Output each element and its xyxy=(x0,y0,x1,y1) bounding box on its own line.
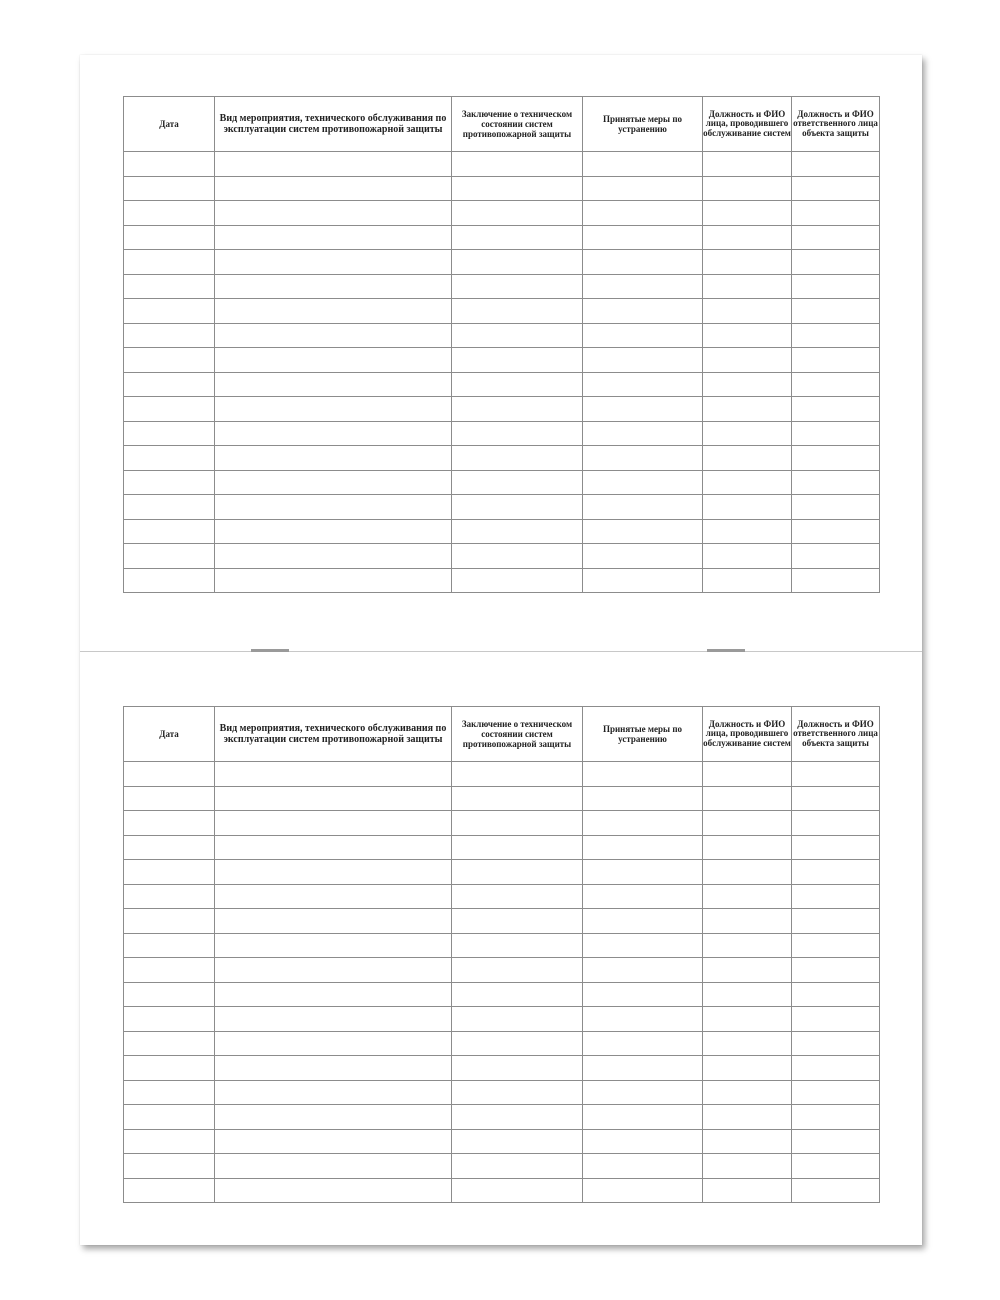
cell-responsible-person xyxy=(792,835,880,860)
cell-service-person xyxy=(703,176,792,201)
cell-responsible-person xyxy=(792,933,880,958)
cell-measures-taken xyxy=(583,1056,703,1081)
cell-activity-type xyxy=(215,933,452,958)
table-row xyxy=(124,786,880,811)
cell-date xyxy=(124,201,215,226)
cell-technical-conclusion xyxy=(452,568,583,593)
cell-service-person xyxy=(703,860,792,885)
cell-service-person xyxy=(703,348,792,373)
cell-service-person xyxy=(703,1031,792,1056)
cell-service-person xyxy=(703,519,792,544)
table-row xyxy=(124,274,880,299)
cell-service-person xyxy=(703,1178,792,1203)
cell-measures-taken xyxy=(583,1178,703,1203)
cell-responsible-person xyxy=(792,274,880,299)
cell-activity-type xyxy=(215,811,452,836)
cell-technical-conclusion xyxy=(452,835,583,860)
cell-service-person xyxy=(703,1080,792,1105)
table-row xyxy=(124,519,880,544)
cell-measures-taken xyxy=(583,1031,703,1056)
cell-technical-conclusion xyxy=(452,544,583,569)
cell-measures-taken xyxy=(583,544,703,569)
table-row xyxy=(124,421,880,446)
table-row xyxy=(124,982,880,1007)
table-row xyxy=(124,250,880,275)
cell-measures-taken xyxy=(583,982,703,1007)
table-row xyxy=(124,835,880,860)
cell-date xyxy=(124,348,215,373)
cell-technical-conclusion xyxy=(452,933,583,958)
cell-measures-taken xyxy=(583,470,703,495)
table-header-row xyxy=(124,97,880,152)
table-row xyxy=(124,909,880,934)
table-row xyxy=(124,1105,880,1130)
cell-measures-taken xyxy=(583,323,703,348)
cell-responsible-person xyxy=(792,1007,880,1032)
cell-measures-taken xyxy=(583,1080,703,1105)
cell-measures-taken xyxy=(583,568,703,593)
cell-responsible-person xyxy=(792,1105,880,1130)
cell-responsible-person xyxy=(792,1056,880,1081)
cell-responsible-person xyxy=(792,1080,880,1105)
cell-date xyxy=(124,250,215,275)
table-row xyxy=(124,372,880,397)
cell-technical-conclusion xyxy=(452,1056,583,1081)
journal-spread xyxy=(80,55,922,1245)
cell-activity-type xyxy=(215,1129,452,1154)
header-date: Дата xyxy=(124,707,215,762)
cell-service-person xyxy=(703,201,792,226)
cell-activity-type xyxy=(215,1154,452,1179)
cell-responsible-person xyxy=(792,299,880,324)
table-row xyxy=(124,495,880,520)
cell-activity-type xyxy=(215,372,452,397)
cell-date xyxy=(124,421,215,446)
cell-service-person xyxy=(703,470,792,495)
cell-activity-type xyxy=(215,421,452,446)
header-activity-type: Вид мероприятия, технического обслуживания по эксплуатации систем противопожарной защиты xyxy=(215,97,452,152)
table-row xyxy=(124,397,880,422)
table-row xyxy=(124,1178,880,1203)
cell-responsible-person xyxy=(792,176,880,201)
cell-service-person xyxy=(703,762,792,787)
cell-measures-taken xyxy=(583,176,703,201)
cell-date xyxy=(124,884,215,909)
cell-activity-type xyxy=(215,1080,452,1105)
cell-measures-taken xyxy=(583,1105,703,1130)
cell-activity-type xyxy=(215,568,452,593)
table-row xyxy=(124,933,880,958)
cell-measures-taken xyxy=(583,933,703,958)
cell-technical-conclusion xyxy=(452,958,583,983)
table-row xyxy=(124,568,880,593)
cell-date xyxy=(124,397,215,422)
cell-technical-conclusion xyxy=(452,446,583,471)
cell-service-person xyxy=(703,982,792,1007)
cell-technical-conclusion xyxy=(452,176,583,201)
table-body-top xyxy=(124,152,880,593)
cell-date xyxy=(124,1105,215,1130)
cell-responsible-person xyxy=(792,1031,880,1056)
cell-service-person xyxy=(703,421,792,446)
cell-activity-type xyxy=(215,250,452,275)
cell-measures-taken xyxy=(583,446,703,471)
cell-activity-type xyxy=(215,348,452,373)
table-row xyxy=(124,470,880,495)
cell-activity-type xyxy=(215,152,452,177)
cell-responsible-person xyxy=(792,762,880,787)
cell-technical-conclusion xyxy=(452,762,583,787)
cell-service-person xyxy=(703,933,792,958)
cell-service-person xyxy=(703,495,792,520)
upper-page xyxy=(123,96,879,593)
cell-service-person xyxy=(703,909,792,934)
cell-service-person xyxy=(703,250,792,275)
cell-technical-conclusion xyxy=(452,1031,583,1056)
cell-technical-conclusion xyxy=(452,348,583,373)
cell-date xyxy=(124,811,215,836)
cell-service-person xyxy=(703,544,792,569)
cell-service-person xyxy=(703,299,792,324)
table-header-row xyxy=(124,707,880,762)
cell-technical-conclusion xyxy=(452,1178,583,1203)
cell-measures-taken xyxy=(583,495,703,520)
cell-service-person xyxy=(703,397,792,422)
cell-service-person xyxy=(703,884,792,909)
table-row xyxy=(124,762,880,787)
table-row xyxy=(124,811,880,836)
cell-technical-conclusion xyxy=(452,470,583,495)
cell-date xyxy=(124,1129,215,1154)
cell-date xyxy=(124,958,215,983)
cell-measures-taken xyxy=(583,348,703,373)
cell-technical-conclusion xyxy=(452,225,583,250)
cell-technical-conclusion xyxy=(452,421,583,446)
cell-technical-conclusion xyxy=(452,299,583,324)
cell-measures-taken xyxy=(583,250,703,275)
cell-activity-type xyxy=(215,201,452,226)
cell-service-person xyxy=(703,568,792,593)
cell-responsible-person xyxy=(792,348,880,373)
header-responsible-person: Должность и ФИО ответственного лица объекта защиты xyxy=(792,97,880,152)
cell-responsible-person xyxy=(792,250,880,275)
cell-measures-taken xyxy=(583,299,703,324)
cell-service-person xyxy=(703,446,792,471)
table-row xyxy=(124,446,880,471)
table-row xyxy=(124,1129,880,1154)
cell-date xyxy=(124,909,215,934)
cell-activity-type xyxy=(215,1056,452,1081)
table-row xyxy=(124,176,880,201)
cell-measures-taken xyxy=(583,201,703,226)
cell-responsible-person xyxy=(792,1178,880,1203)
cell-date xyxy=(124,1080,215,1105)
header-date: Дата xyxy=(124,97,215,152)
cell-date xyxy=(124,1154,215,1179)
cell-date xyxy=(124,274,215,299)
cell-activity-type xyxy=(215,909,452,934)
cell-measures-taken xyxy=(583,835,703,860)
cell-measures-taken xyxy=(583,1154,703,1179)
cell-responsible-person xyxy=(792,544,880,569)
cell-service-person xyxy=(703,1007,792,1032)
cell-activity-type xyxy=(215,1178,452,1203)
cell-responsible-person xyxy=(792,568,880,593)
cell-activity-type xyxy=(215,397,452,422)
cell-service-person xyxy=(703,372,792,397)
cell-measures-taken xyxy=(583,1129,703,1154)
cell-date xyxy=(124,1031,215,1056)
cell-responsible-person xyxy=(792,152,880,177)
cell-technical-conclusion xyxy=(452,909,583,934)
cell-technical-conclusion xyxy=(452,201,583,226)
cell-responsible-person xyxy=(792,884,880,909)
cell-technical-conclusion xyxy=(452,250,583,275)
cell-responsible-person xyxy=(792,958,880,983)
cell-measures-taken xyxy=(583,274,703,299)
maintenance-log-table-bottom xyxy=(123,706,880,1203)
header-responsible-person: Должность и ФИО ответственного лица объекта защиты xyxy=(792,707,880,762)
cell-date xyxy=(124,1178,215,1203)
cell-activity-type xyxy=(215,786,452,811)
table-row xyxy=(124,323,880,348)
cell-responsible-person xyxy=(792,421,880,446)
cell-date xyxy=(124,568,215,593)
table-row xyxy=(124,544,880,569)
cell-responsible-person xyxy=(792,1154,880,1179)
header-technical-conclusion: Заключение о техническом состоянии систем противопожарной защиты xyxy=(452,97,583,152)
cell-responsible-person xyxy=(792,470,880,495)
cell-technical-conclusion xyxy=(452,323,583,348)
cell-date xyxy=(124,1007,215,1032)
cell-service-person xyxy=(703,786,792,811)
cell-measures-taken xyxy=(583,762,703,787)
cell-activity-type xyxy=(215,446,452,471)
cell-technical-conclusion xyxy=(452,372,583,397)
cell-date xyxy=(124,982,215,1007)
cell-responsible-person xyxy=(792,909,880,934)
cell-responsible-person xyxy=(792,201,880,226)
cell-service-person xyxy=(703,274,792,299)
cell-activity-type xyxy=(215,176,452,201)
cell-measures-taken xyxy=(583,421,703,446)
cell-responsible-person xyxy=(792,811,880,836)
cell-service-person xyxy=(703,835,792,860)
cell-activity-type xyxy=(215,274,452,299)
header-activity-type: Вид мероприятия, технического обслуживания по эксплуатации систем противопожарной защиты xyxy=(215,707,452,762)
cell-activity-type xyxy=(215,1031,452,1056)
cell-activity-type xyxy=(215,470,452,495)
cell-service-person xyxy=(703,811,792,836)
cell-measures-taken xyxy=(583,152,703,177)
cell-technical-conclusion xyxy=(452,1129,583,1154)
cell-date xyxy=(124,786,215,811)
cell-responsible-person xyxy=(792,495,880,520)
cell-responsible-person xyxy=(792,519,880,544)
table-row xyxy=(124,958,880,983)
table-row xyxy=(124,1080,880,1105)
cell-measures-taken xyxy=(583,397,703,422)
cell-date xyxy=(124,176,215,201)
cell-service-person xyxy=(703,323,792,348)
cell-technical-conclusion xyxy=(452,519,583,544)
cell-date xyxy=(124,860,215,885)
cell-activity-type xyxy=(215,1007,452,1032)
cell-date xyxy=(124,446,215,471)
cell-technical-conclusion xyxy=(452,1105,583,1130)
cell-date xyxy=(124,152,215,177)
cell-responsible-person xyxy=(792,323,880,348)
cell-technical-conclusion xyxy=(452,884,583,909)
cell-measures-taken xyxy=(583,519,703,544)
lower-page xyxy=(123,706,879,1203)
cell-technical-conclusion xyxy=(452,1007,583,1032)
cell-measures-taken xyxy=(583,884,703,909)
cell-responsible-person xyxy=(792,397,880,422)
cell-activity-type xyxy=(215,299,452,324)
cell-technical-conclusion xyxy=(452,397,583,422)
cell-activity-type xyxy=(215,495,452,520)
table-row xyxy=(124,225,880,250)
table-row xyxy=(124,201,880,226)
cell-measures-taken xyxy=(583,860,703,885)
cell-activity-type xyxy=(215,519,452,544)
table-row xyxy=(124,299,880,324)
cell-date xyxy=(124,519,215,544)
table-row xyxy=(124,1031,880,1056)
cell-technical-conclusion xyxy=(452,152,583,177)
cell-activity-type xyxy=(215,835,452,860)
cell-technical-conclusion xyxy=(452,860,583,885)
cell-activity-type xyxy=(215,762,452,787)
cell-measures-taken xyxy=(583,811,703,836)
table-row xyxy=(124,1154,880,1179)
cell-date xyxy=(124,299,215,324)
cell-service-person xyxy=(703,1154,792,1179)
cell-date xyxy=(124,933,215,958)
staple-right xyxy=(707,649,745,652)
cell-technical-conclusion xyxy=(452,495,583,520)
cell-service-person xyxy=(703,152,792,177)
cell-service-person xyxy=(703,1105,792,1130)
cell-date xyxy=(124,762,215,787)
cell-date xyxy=(124,470,215,495)
cell-responsible-person xyxy=(792,860,880,885)
cell-responsible-person xyxy=(792,372,880,397)
cell-measures-taken xyxy=(583,909,703,934)
maintenance-log-table-top xyxy=(123,96,880,593)
table-row xyxy=(124,1056,880,1081)
header-measures-taken: Принятые меры по устранению xyxy=(583,707,703,762)
cell-responsible-person xyxy=(792,982,880,1007)
header-measures-taken: Принятые меры по устранению xyxy=(583,97,703,152)
table-row xyxy=(124,1007,880,1032)
header-service-person: Должность и ФИО лица, проводившего обслуживание систем xyxy=(703,707,792,762)
table-body-bottom xyxy=(124,762,880,1203)
cell-activity-type xyxy=(215,1105,452,1130)
cell-responsible-person xyxy=(792,446,880,471)
cell-service-person xyxy=(703,1129,792,1154)
cell-activity-type xyxy=(215,982,452,1007)
cell-activity-type xyxy=(215,884,452,909)
cell-date xyxy=(124,372,215,397)
cell-date xyxy=(124,835,215,860)
cell-measures-taken xyxy=(583,225,703,250)
cell-responsible-person xyxy=(792,1129,880,1154)
cell-responsible-person xyxy=(792,225,880,250)
cell-activity-type xyxy=(215,958,452,983)
cell-activity-type xyxy=(215,323,452,348)
cell-date xyxy=(124,225,215,250)
cell-measures-taken xyxy=(583,958,703,983)
cell-date xyxy=(124,495,215,520)
staple-left xyxy=(251,649,289,652)
cell-service-person xyxy=(703,225,792,250)
cell-technical-conclusion xyxy=(452,1154,583,1179)
cell-date xyxy=(124,323,215,348)
cell-measures-taken xyxy=(583,1007,703,1032)
table-row xyxy=(124,152,880,177)
cell-responsible-person xyxy=(792,786,880,811)
header-service-person: Должность и ФИО лица, проводившего обслуживание систем xyxy=(703,97,792,152)
cell-activity-type xyxy=(215,544,452,569)
cell-technical-conclusion xyxy=(452,274,583,299)
cell-technical-conclusion xyxy=(452,1080,583,1105)
cell-service-person xyxy=(703,958,792,983)
cell-technical-conclusion xyxy=(452,982,583,1007)
cell-service-person xyxy=(703,1056,792,1081)
table-row xyxy=(124,860,880,885)
table-row xyxy=(124,884,880,909)
cell-technical-conclusion xyxy=(452,786,583,811)
cell-date xyxy=(124,1056,215,1081)
cell-activity-type xyxy=(215,860,452,885)
table-row xyxy=(124,348,880,373)
header-technical-conclusion: Заключение о техническом состоянии систем противопожарной защиты xyxy=(452,707,583,762)
cell-measures-taken xyxy=(583,372,703,397)
cell-date xyxy=(124,544,215,569)
cell-measures-taken xyxy=(583,786,703,811)
page-fold-line xyxy=(80,651,922,652)
cell-technical-conclusion xyxy=(452,811,583,836)
cell-activity-type xyxy=(215,225,452,250)
